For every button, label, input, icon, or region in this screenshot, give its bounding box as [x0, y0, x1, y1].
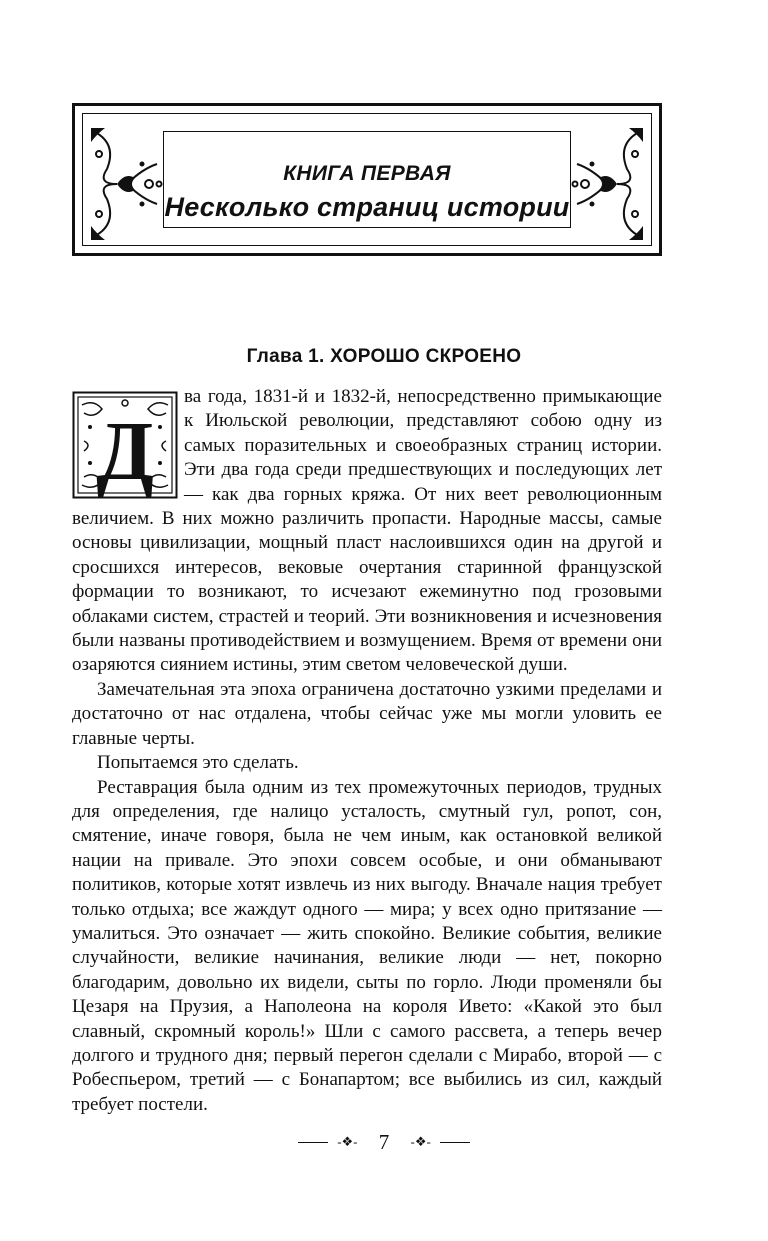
paragraph: Реставрация была одним из тех промежуточных периодов, трудных для определения, где налицо усталость, смутный гул, ропот, сон, смятение, иначе говоря, была не чем иным, как остановкой великой нации на привале. Это эпохи совсем особые, и они обманывают политиков, которые хотят извлечь из них выгоду. Вначале нация требует только отдыха; все жаждут одного — мира; у всех одно притязание — умалиться. Это означает — жить спокойно. Великие события, великие случайности, великие начинания, великие люди — нет, покорно благодарим, довольно их видели, сыты по горло. Люди променяли бы Цезаря на Прузия, а Наполеона на короля Ивето: «Какой это был славный, скромный король!» Шли с самого рассвета, а теперь вечер долгого и трудного дня; первый перегон сделали с Мирабо, второй — с Робеспьером, третий — с Бонапартом; все выбились из сил, каждый требует постели.: [72, 776, 662, 1115]
footer-rule: [298, 1142, 328, 1143]
paragraph: Замечательная эта эпоха ограничена достаточно узкими пределами и достаточно от нас отдалена, чтобы сейчас уже мы могли уловить ее главные черты.: [72, 678, 662, 749]
book-header-frame: [72, 103, 662, 256]
paragraph: Попытаемся это сделать.: [97, 752, 299, 774]
fleur-ornament-icon: [87, 124, 167, 244]
fleur-ornament-icon: [567, 124, 647, 244]
paragraph: ва года, 1831-й и 1832-й, непосредственно примыкающие к Июльской революции, представляют собою одну из самых поразительных и своеобразных страниц истории. Эти два года среди предшествующих и последующих лет — как два горных кряжа. От них веет революционным величием. В них можно различить пропасти. Народные массы, самые основы цивилизации, мощный пласт наслоившихся один на другой и сросшихся интересов, вековые очертания старинной французской формации то возникают, то исчезают ежеминутно под грозовыми облаками систем, страстей и теорий. Эти возникновения и исчезновения были названы противодействием и возмущением. Время от времени они озаряются сиянием истины, этим светом человеческой души.: [72, 386, 662, 676]
book-header-inner-border: [82, 113, 652, 246]
flourish-icon: -❖-: [410, 1134, 431, 1150]
book-title: Несколько страниц истории: [164, 192, 570, 222]
dropcap-letter: Д: [96, 405, 154, 498]
footer-rule: [440, 1142, 470, 1143]
page-footer: [0, 1128, 768, 1155]
page-number: 7: [378, 1129, 390, 1154]
chapter-title: Глава 1. ХОРОШО СКРОЕНО: [246, 346, 522, 367]
chapter-body: [72, 385, 662, 1117]
flourish-icon: -❖-: [337, 1134, 358, 1150]
book-title-box: [163, 131, 571, 228]
book-label: КНИГА ПЕРВАЯ: [283, 162, 451, 185]
